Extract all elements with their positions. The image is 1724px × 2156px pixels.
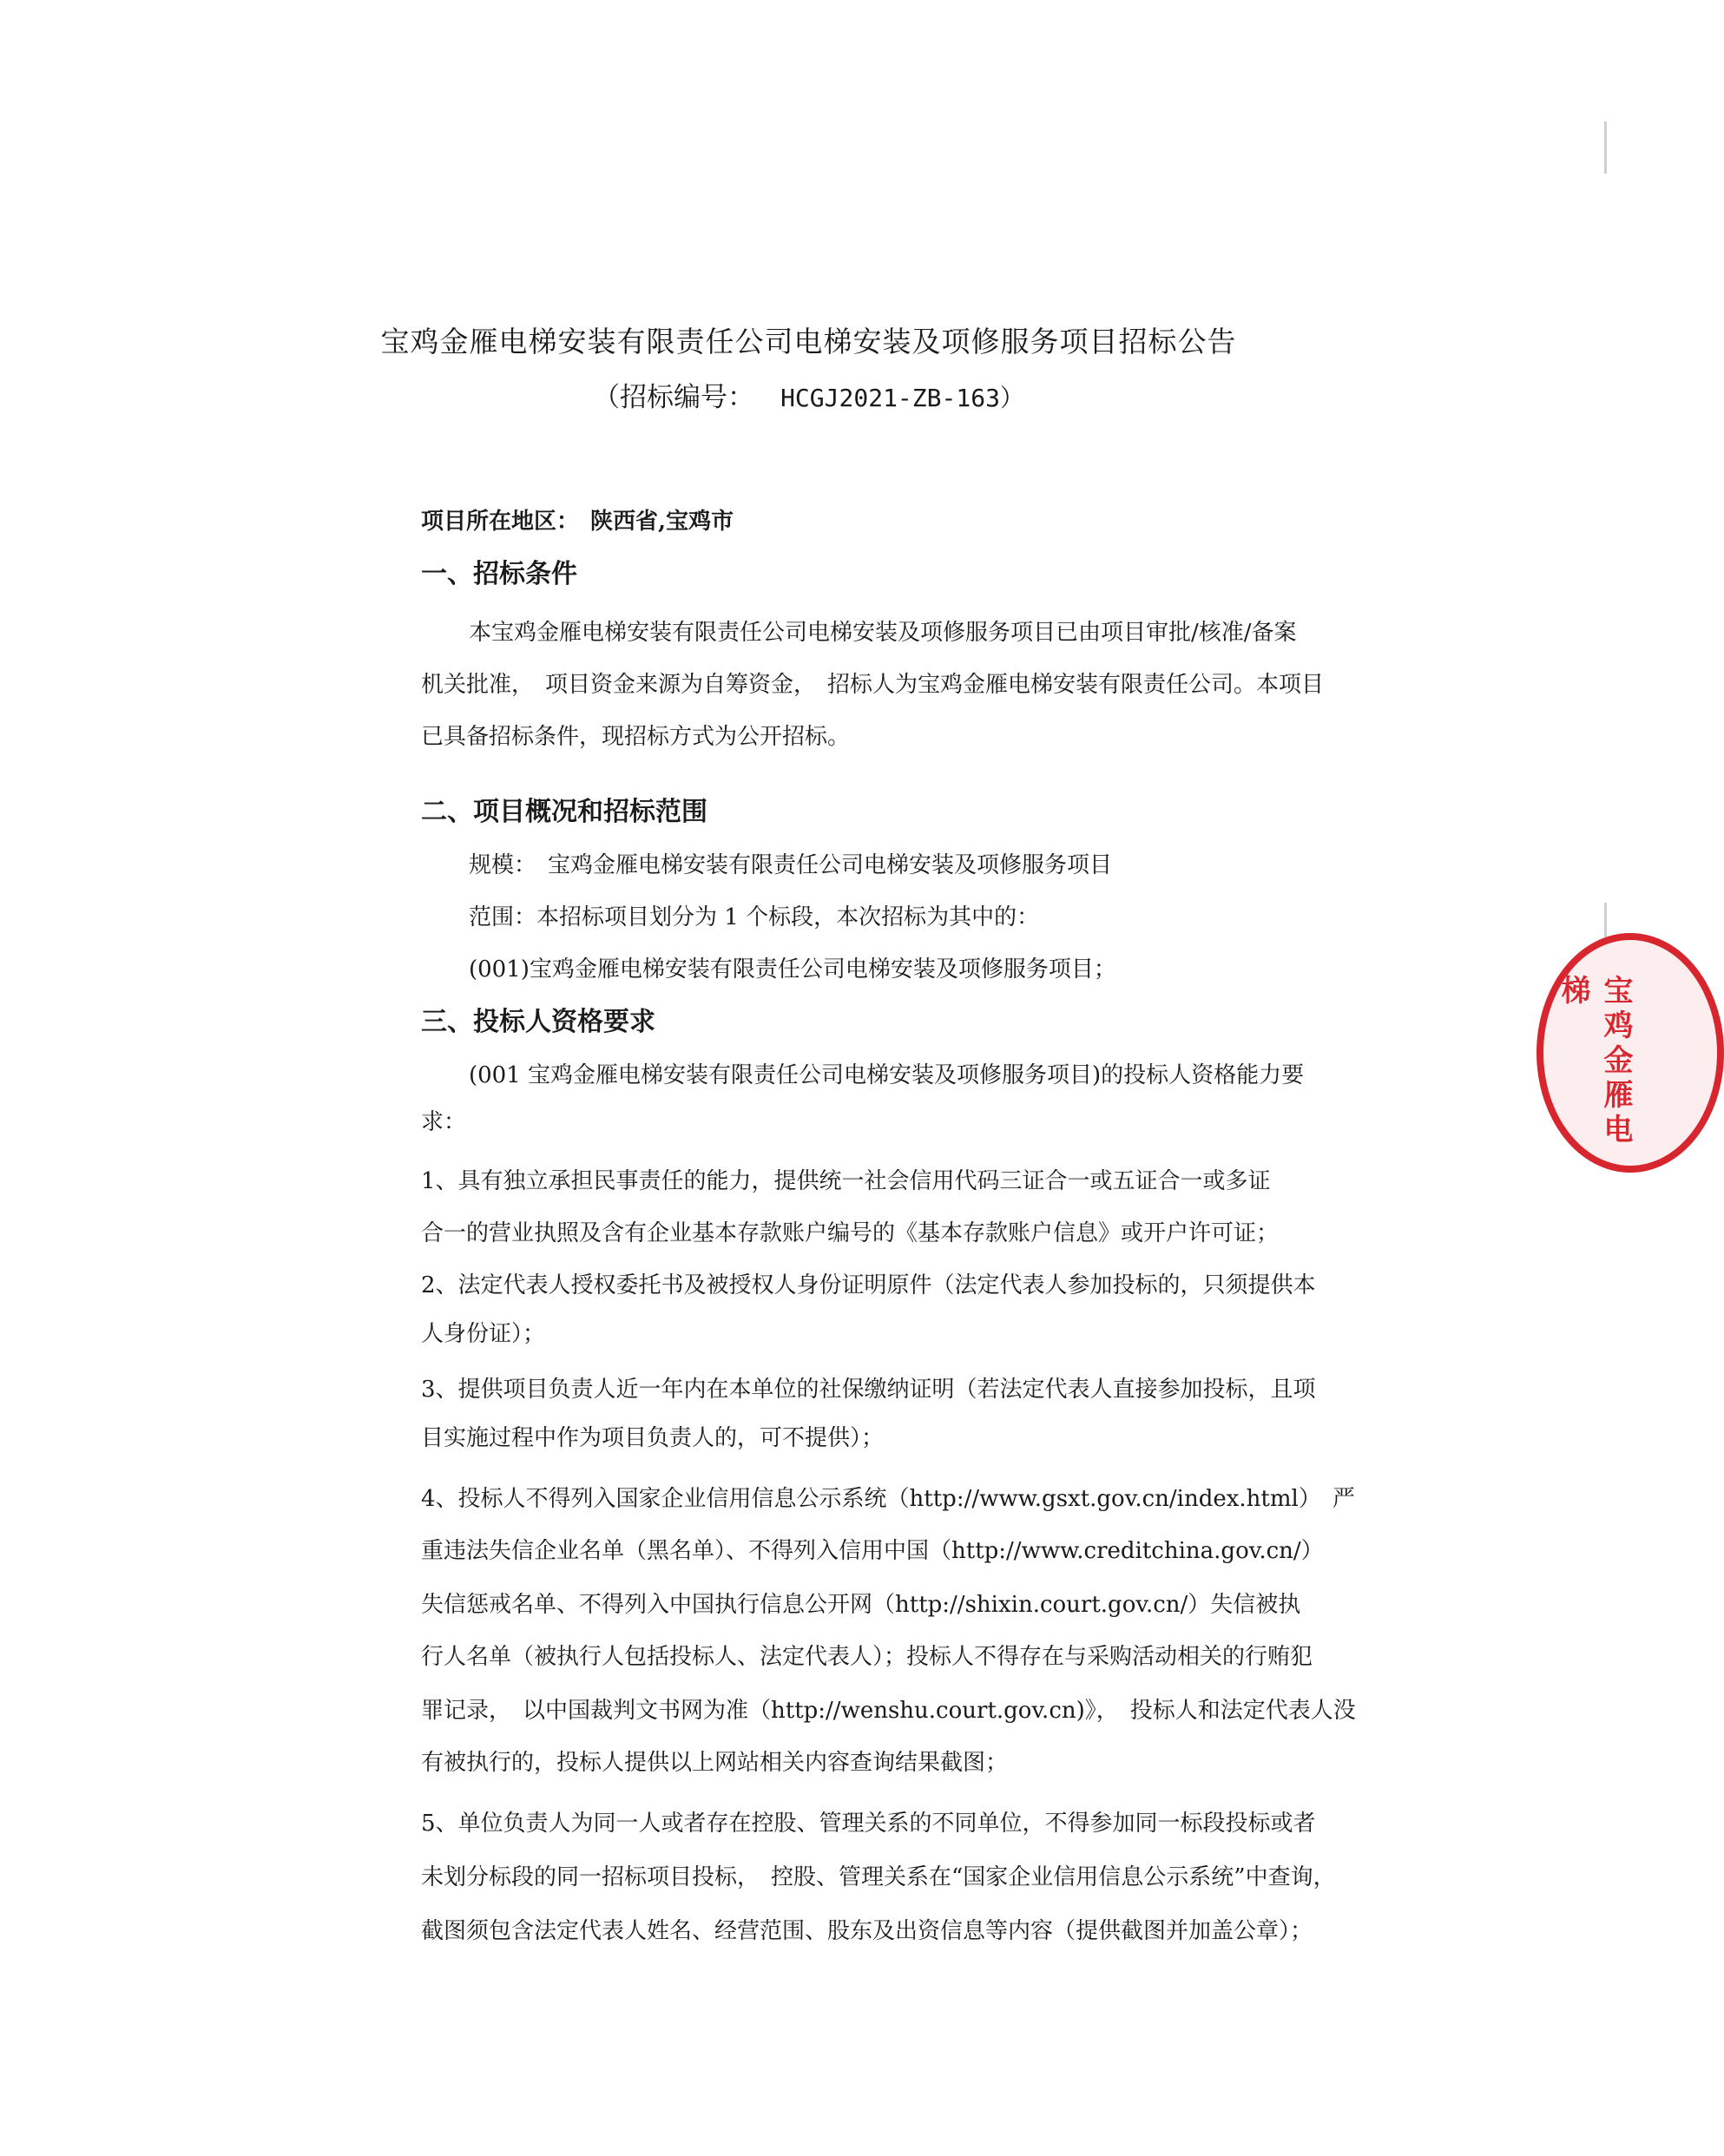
requirement-line: 未划分标段的同一招标项目投标， 控股、管理关系在“国家企业信用信息公示系统”中查询， (421, 1864, 1336, 1890)
section2-scale: 规模： 宝鸡金雁电梯安装有限责任公司电梯安装及项修服务项目 (469, 852, 1113, 878)
section1-paragraph-line: 已具备招标条件，现招标方式为公开招标。 (421, 724, 851, 750)
section2-heading: 二、项目概况和招标范围 (421, 797, 707, 827)
region-line (421, 503, 734, 536)
requirement-line: 3、提供项目负责人近一年内在本单位的社保缴纳证明（若法定代表人直接参加投标，且项 (421, 1377, 1316, 1403)
requirement-line: 重违法失信企业名单（黑名单）、不得列入信用中国（http://www.creditchina.gov.cn/） (421, 1538, 1324, 1564)
requirement-line: 有被执行的，投标人提供以上网站相关内容查询结果截图； (421, 1750, 1009, 1776)
scan-artifact (1604, 903, 1607, 937)
section3-intro-line: (001 宝鸡金雁电梯安装有限责任公司电梯安装及项修服务项目)的投标人资格能力要 (469, 1062, 1305, 1088)
requirement-line: 5、单位负责人为同一人或者存在控股、管理关系的不同单位，不得参加同一标段投标或者 (421, 1811, 1316, 1837)
requirement-line: 行人名单（被执行人包括投标人、法定代表人）；投标人不得存在与采购活动相关的行贿犯 (421, 1644, 1313, 1670)
document-title: 宝鸡金雁电梯安装有限责任公司电梯安装及项修服务项目招标公告 (380, 325, 1237, 358)
seal-text: 宝鸡金雁电梯 (1556, 975, 1633, 1148)
section3-intro-line: 求： (421, 1109, 467, 1135)
region-value: 陕西省,宝鸡市 (590, 509, 734, 535)
requirement-line: 罪记录， 以中国裁判文书网为准（http://wenshu.court.gov.cn)》， 投标人和法定代表人没 (421, 1698, 1356, 1724)
requirement-line: 合一的营业执照及含有企业基本存款账户编号的《基本存款账户信息》或开户许可证； (421, 1220, 1280, 1246)
region-label: 项目所在地区： (421, 509, 569, 535)
section2-lot: (001)宝鸡金雁电梯安装有限责任公司电梯安装及项修服务项目； (469, 956, 1116, 983)
tender-number-label: （招标编号： (593, 382, 755, 413)
requirement-line: 4、投标人不得列入国家企业信用信息公示系统（http://www.gsxt.gov.cn/index.html） 严 (421, 1486, 1355, 1512)
section1-paragraph-line: 本宝鸡金雁电梯安装有限责任公司电梯安装及项修服务项目已由项目审批/核准/备案 (469, 620, 1297, 646)
requirement-line: 截图须包含法定代表人姓名、经营范围、股东及出资信息等内容（提供截图并加盖公章）； (421, 1918, 1313, 1944)
requirement-line: 失信惩戒名单、不得列入中国执行信息公开网（http://shixin.court.gov.cn/）失信被执 (421, 1592, 1301, 1618)
requirement-line: 1、具有独立承担民事责任的能力，提供统一社会信用代码三证合一或五证合一或多证 (421, 1168, 1271, 1194)
requirement-line: 人身份证）； (421, 1321, 546, 1347)
requirement-line: 目实施过程中作为项目负责人的，可不提供）； (421, 1425, 885, 1451)
company-seal (1536, 933, 1724, 1173)
section1-paragraph-line: 机关批准， 项目资金来源为自筹资金， 招标人为宝鸡金雁电梯安装有限责任公司。本项目 (421, 672, 1325, 698)
requirement-line: 2、法定代表人授权委托书及被授权人身份证明原件（法定代表人参加投标的，只须提供本 (421, 1272, 1316, 1298)
section2-scope: 范围：本招标项目划分为 1 个标段，本次招标为其中的： (469, 904, 1040, 930)
section3-heading: 三、投标人资格要求 (421, 1007, 655, 1037)
section1-heading: 一、招标条件 (421, 559, 577, 589)
document-subtitle (0, 375, 1617, 414)
tender-number: HCGJ2021-ZB-163） (780, 384, 1024, 412)
scan-artifact (1604, 122, 1607, 174)
